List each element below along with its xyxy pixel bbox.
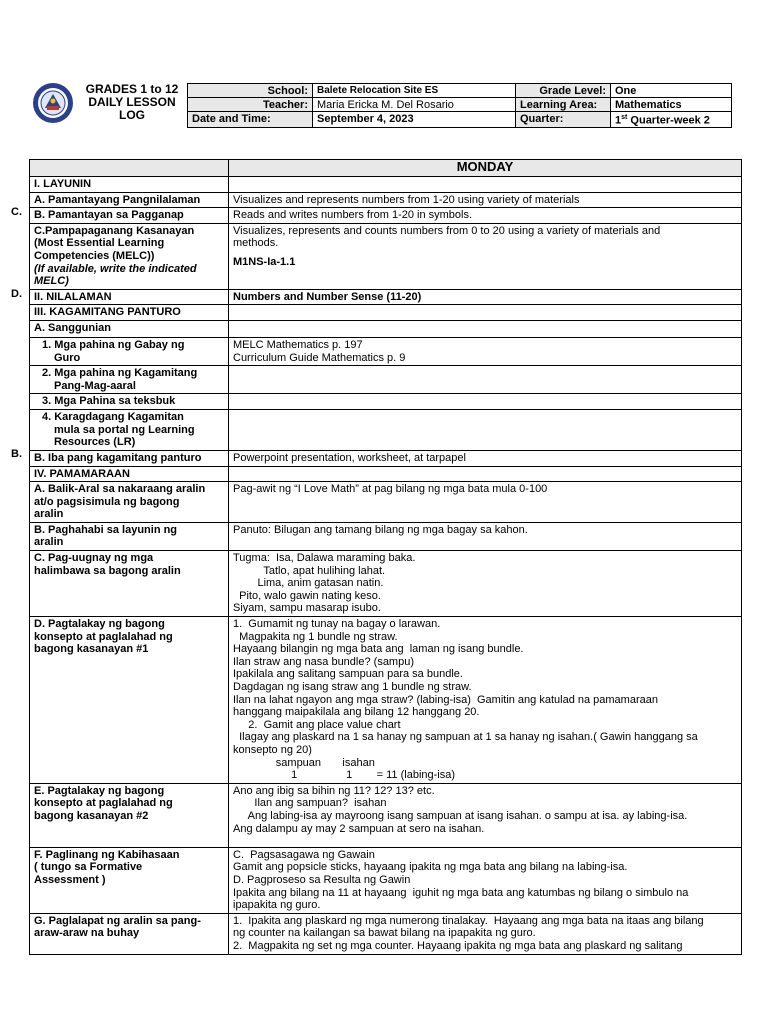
lesson-log-title (77, 83, 187, 122)
row-label-line: konsepto at paglalahad ng (34, 797, 173, 810)
row-content-line: Tugma: Isa, Dalawa maraming baka. (233, 552, 416, 565)
row-label (30, 617, 229, 784)
margin-marker: B. (11, 448, 22, 460)
row-label-line: IV. PAMAMARAAN (34, 467, 130, 480)
row-content-line: 2. Magpakita ng set ng mga counter. Hayaang ipakita ng mga bata ang plaskard ng salitang (233, 939, 683, 952)
row-content-line: Ano ang ibig sa bihin ng 11? 12? 13? etc. (233, 784, 435, 797)
row-label-line: A. Pamantayang Pangnilalaman (34, 193, 201, 206)
row-label-line: D. Pagtalakay ng bagong (34, 618, 165, 631)
learning-area-label: Learning Area: (516, 98, 611, 112)
row-label-line: B. Iba pang kagamitang panturo (34, 451, 202, 464)
row-label-line: 2. Mga pahina ng Kagamitang (42, 367, 198, 380)
table-row (30, 289, 742, 305)
row-content-line: 2. Gamit ang place value chart (233, 718, 401, 731)
row-label (30, 192, 229, 208)
row-content-line: Ipakita ang bilang na 11 at hayaang iguhit ng mga bata ang katumbas ng bilang o simbulo na (233, 886, 689, 899)
row-content-line: 1. Ipakita ang plaskard ng mga numerong tinalakay. Hayaang ang mga bata na itaas ang bilang (233, 914, 704, 927)
table-header-blank (30, 160, 229, 177)
row-label (30, 305, 229, 321)
row-content-line: Siyam, sampu masarap isubo. (233, 602, 381, 615)
table-row (30, 192, 742, 208)
quarter-number: 1 (615, 114, 622, 127)
row-content (229, 450, 742, 466)
row-content (229, 482, 742, 523)
table-row (30, 522, 742, 550)
row-label (30, 337, 229, 365)
row-label-line: Resources (LR) (54, 436, 136, 449)
row-content-line: Magpakita ng 1 bundle ng straw. (233, 630, 398, 643)
table-row (30, 551, 742, 617)
row-content-line: D. Pagproseso sa Resulta ng Gawin (233, 873, 411, 886)
quarter-value (611, 112, 732, 128)
row-content-line: MELC Mathematics p. 197 (233, 338, 363, 351)
table-row (30, 847, 742, 913)
school-value: Balete Relocation Site ES (313, 84, 516, 98)
row-label-line: Pang-Mag-aaral (54, 379, 136, 392)
table-row (30, 409, 742, 450)
grade-level-value: One (611, 84, 732, 98)
table-row (30, 617, 742, 784)
row-label-line: 4. Karagdagang Kagamitan (42, 410, 184, 423)
row-label (30, 847, 229, 913)
teacher-label: Teacher: (188, 98, 313, 112)
row-content (229, 617, 742, 784)
row-label-line: halimbawa sa bagong aralin (34, 564, 181, 577)
table-row (30, 394, 742, 410)
table-row (30, 466, 742, 482)
row-content (229, 320, 742, 337)
row-content (229, 551, 742, 617)
row-content (229, 366, 742, 394)
table-row (30, 913, 742, 954)
lesson-log-header (27, 82, 742, 128)
table-row (30, 482, 742, 523)
row-label-line: G. Paglalapat ng aralin sa pang- (34, 914, 201, 927)
school-label: School: (188, 84, 313, 98)
row-content (229, 223, 742, 289)
row-content-line: ipapakita ng guro. (233, 899, 321, 912)
title-line-2: DAILY LESSON (88, 95, 176, 109)
row-content (229, 913, 742, 954)
row-label (30, 551, 229, 617)
row-label (30, 208, 229, 224)
row-label-line: MELC) (34, 275, 69, 288)
teacher-value: Maria Ericka M. Del Rosario (313, 98, 516, 112)
row-content-line: Hayaang bilangin ng mga bata ang laman ng isang bundle. (233, 643, 524, 656)
date-time-value: September 4, 2023 (313, 112, 516, 128)
row-label-line: araw-araw na buhay (34, 927, 140, 940)
row-label (30, 783, 229, 847)
table-row (30, 177, 742, 193)
row-content (229, 394, 742, 410)
row-content-line: ng counter na kailangan sa bawat bilang na ipapakita ng guro. (233, 927, 536, 940)
quarter-text: Quarter-week 2 (627, 114, 710, 127)
row-label-line: bagong kasanayan #1 (34, 643, 149, 656)
row-content-line: Powerpoint presentation, worksheet, at tarpapel (233, 451, 466, 464)
row-label (30, 482, 229, 523)
row-content-line: 1. Gumamit ng tunay na bagay o larawan. (233, 618, 441, 631)
row-content (229, 289, 742, 305)
row-content-line: methods. (233, 237, 279, 250)
row-content-line: Numbers and Number Sense (11-20) (233, 290, 422, 303)
quarter-label: Quarter: (516, 112, 611, 128)
row-content-line: Ilan na lahat ngayon ang mga straw? (labing-isa) Gamitin ang katulad na pamamaraan (233, 693, 658, 706)
row-label-line: C.Pampapaganang Kasanayan (34, 224, 195, 237)
row-label (30, 394, 229, 410)
row-content (229, 522, 742, 550)
table-row (30, 305, 742, 321)
row-label-line: aralin (34, 536, 64, 549)
table-row (30, 366, 742, 394)
row-content-line: Panuto: Bilugan ang tamang bilang ng mga bagay sa kahon. (233, 523, 528, 536)
margin-marker: D. (11, 288, 22, 300)
row-label (30, 913, 229, 954)
table-row (30, 450, 742, 466)
table-row (30, 223, 742, 289)
row-label-line: Competencies (MELC)) (34, 249, 155, 262)
row-content-line: Tatlo, apat hulihing lahat. (233, 564, 386, 577)
table-row (30, 320, 742, 337)
row-content-line: Dagdagan ng isang straw ang 1 bundle ng straw. (233, 681, 472, 693)
row-label (30, 409, 229, 450)
grade-level-label: Grade Level: (516, 84, 611, 98)
row-content-line: M1NS-Ia-1.1 (233, 255, 296, 268)
row-label-line: aralin (34, 508, 64, 521)
row-content-line: Gamit ang popsicle sticks, hayaang ipakita ng mga bata ang bilang na labing-isa. (233, 861, 628, 874)
row-label (30, 522, 229, 550)
margin-marker: C. (11, 206, 22, 218)
row-content (229, 783, 742, 847)
row-label-line: Assessment ) (34, 873, 106, 886)
row-label-line: 1. Mga pahina ng Gabay ng (42, 338, 185, 351)
row-label-line: B. Paghahabi sa layunin ng (34, 523, 178, 536)
row-content (229, 337, 742, 365)
row-label-line: A. Balik-Aral sa nakaraang aralin (34, 483, 206, 496)
row-content-line: Ilan straw ang nasa bundle? (sampu) (233, 655, 414, 668)
row-content (229, 208, 742, 224)
row-content-line: Ilan ang sampuan? isahan (233, 797, 387, 810)
row-label-line: A. Sanggunian (34, 321, 111, 334)
row-content (229, 192, 742, 208)
row-label (30, 289, 229, 305)
row-label-line: 3. Mga Pahina sa teksbuk (42, 395, 176, 408)
row-content-line: hanggang maipakilala ang bilang 12 hanggang 20. (233, 706, 480, 719)
row-content-line: Pito, walo gawin nating keso. (233, 589, 381, 602)
row-label-line: mula sa portal ng Learning (54, 423, 195, 436)
row-content-line: Lima, anim gatasan natin. (233, 577, 384, 590)
deped-seal-icon (32, 82, 74, 124)
row-label-line: F. Paglinang ng Kabihasaan (34, 848, 180, 861)
row-content-line: 1 1 = 11 (labing-isa) (233, 769, 456, 782)
date-time-label: Date and Time: (188, 112, 313, 128)
table-row (30, 783, 742, 847)
row-label (30, 223, 229, 289)
row-label-line: bagong kasanayan #2 (34, 809, 149, 822)
row-label-line: ( tungo sa Formative (34, 861, 143, 874)
row-label (30, 466, 229, 482)
row-label-line: (If available, write the indicated (34, 262, 197, 275)
title-line-1: GRADES 1 to 12 (85, 82, 179, 96)
row-content (229, 177, 742, 193)
row-content-line: Ipakilala ang salitang sampuan para sa bundle. (233, 668, 463, 681)
row-content (229, 466, 742, 482)
row-content-line: Visualizes, represents and counts numbers from 0 to 20 using a variety of materials and (233, 224, 661, 237)
row-content-line: Ang dalampu ay may 2 sampuan at sero na isahan. (233, 822, 485, 835)
row-label (30, 320, 229, 337)
row-label-line: at/o pagsisimula ng bagong (34, 495, 180, 508)
row-label-line: E. Pagtalakay ng bagong (34, 784, 165, 797)
row-content-line: Visualizes and represents numbers from 1-20 using variety of materials (233, 193, 580, 206)
day-header: MONDAY (229, 160, 742, 177)
row-content (229, 305, 742, 321)
quarter-suffix: st (621, 114, 628, 121)
row-label-line: konsepto at paglalahad ng (34, 630, 173, 643)
row-content-line: Reads and writes numbers from 1-20 in symbols. (233, 209, 473, 222)
title-line-3: LOG (119, 108, 145, 122)
row-content-line: C. Pagsasagawa ng Gawain (233, 848, 375, 861)
lesson-table (29, 159, 742, 955)
header-info-table (187, 83, 732, 128)
row-content-line: Ang labing-isa ay mayroong isang sampuan at isang isahan. o sampu at isa. ay labing-isa. (233, 809, 688, 822)
row-content-line: konsepto ng 20) (233, 743, 312, 756)
row-label-line: II. NILALAMAN (34, 290, 112, 303)
row-label (30, 366, 229, 394)
row-label-line: B. Pamantayan sa Pagganap (34, 209, 184, 222)
row-content (229, 409, 742, 450)
row-content-line: Curriculum Guide Mathematics p. 9 (233, 351, 406, 364)
row-label-line: C. Pag-uugnay ng mga (34, 552, 154, 565)
row-content-line: Ilagay ang plaskard na 1 sa hanay ng sampuan at 1 sa hanay ng isahan.( Gawin hanggang sa (233, 731, 698, 744)
row-content-line: sampuan isahan (233, 756, 375, 769)
row-label-line: I. LAYUNIN (34, 178, 92, 190)
row-content-line: Pag-awit ng “I Love Math” at pag bilang ng mga bata mula 0-100 (233, 483, 548, 496)
table-row (30, 337, 742, 365)
row-label-line: Guro (54, 351, 81, 364)
row-label (30, 177, 229, 193)
row-label (30, 450, 229, 466)
row-label-line: III. KAGAMITANG PANTURO (34, 306, 181, 319)
row-content (229, 847, 742, 913)
table-row (30, 208, 742, 224)
row-label-line: (Most Essential Learning (34, 237, 165, 250)
learning-area-value: Mathematics (611, 98, 732, 112)
